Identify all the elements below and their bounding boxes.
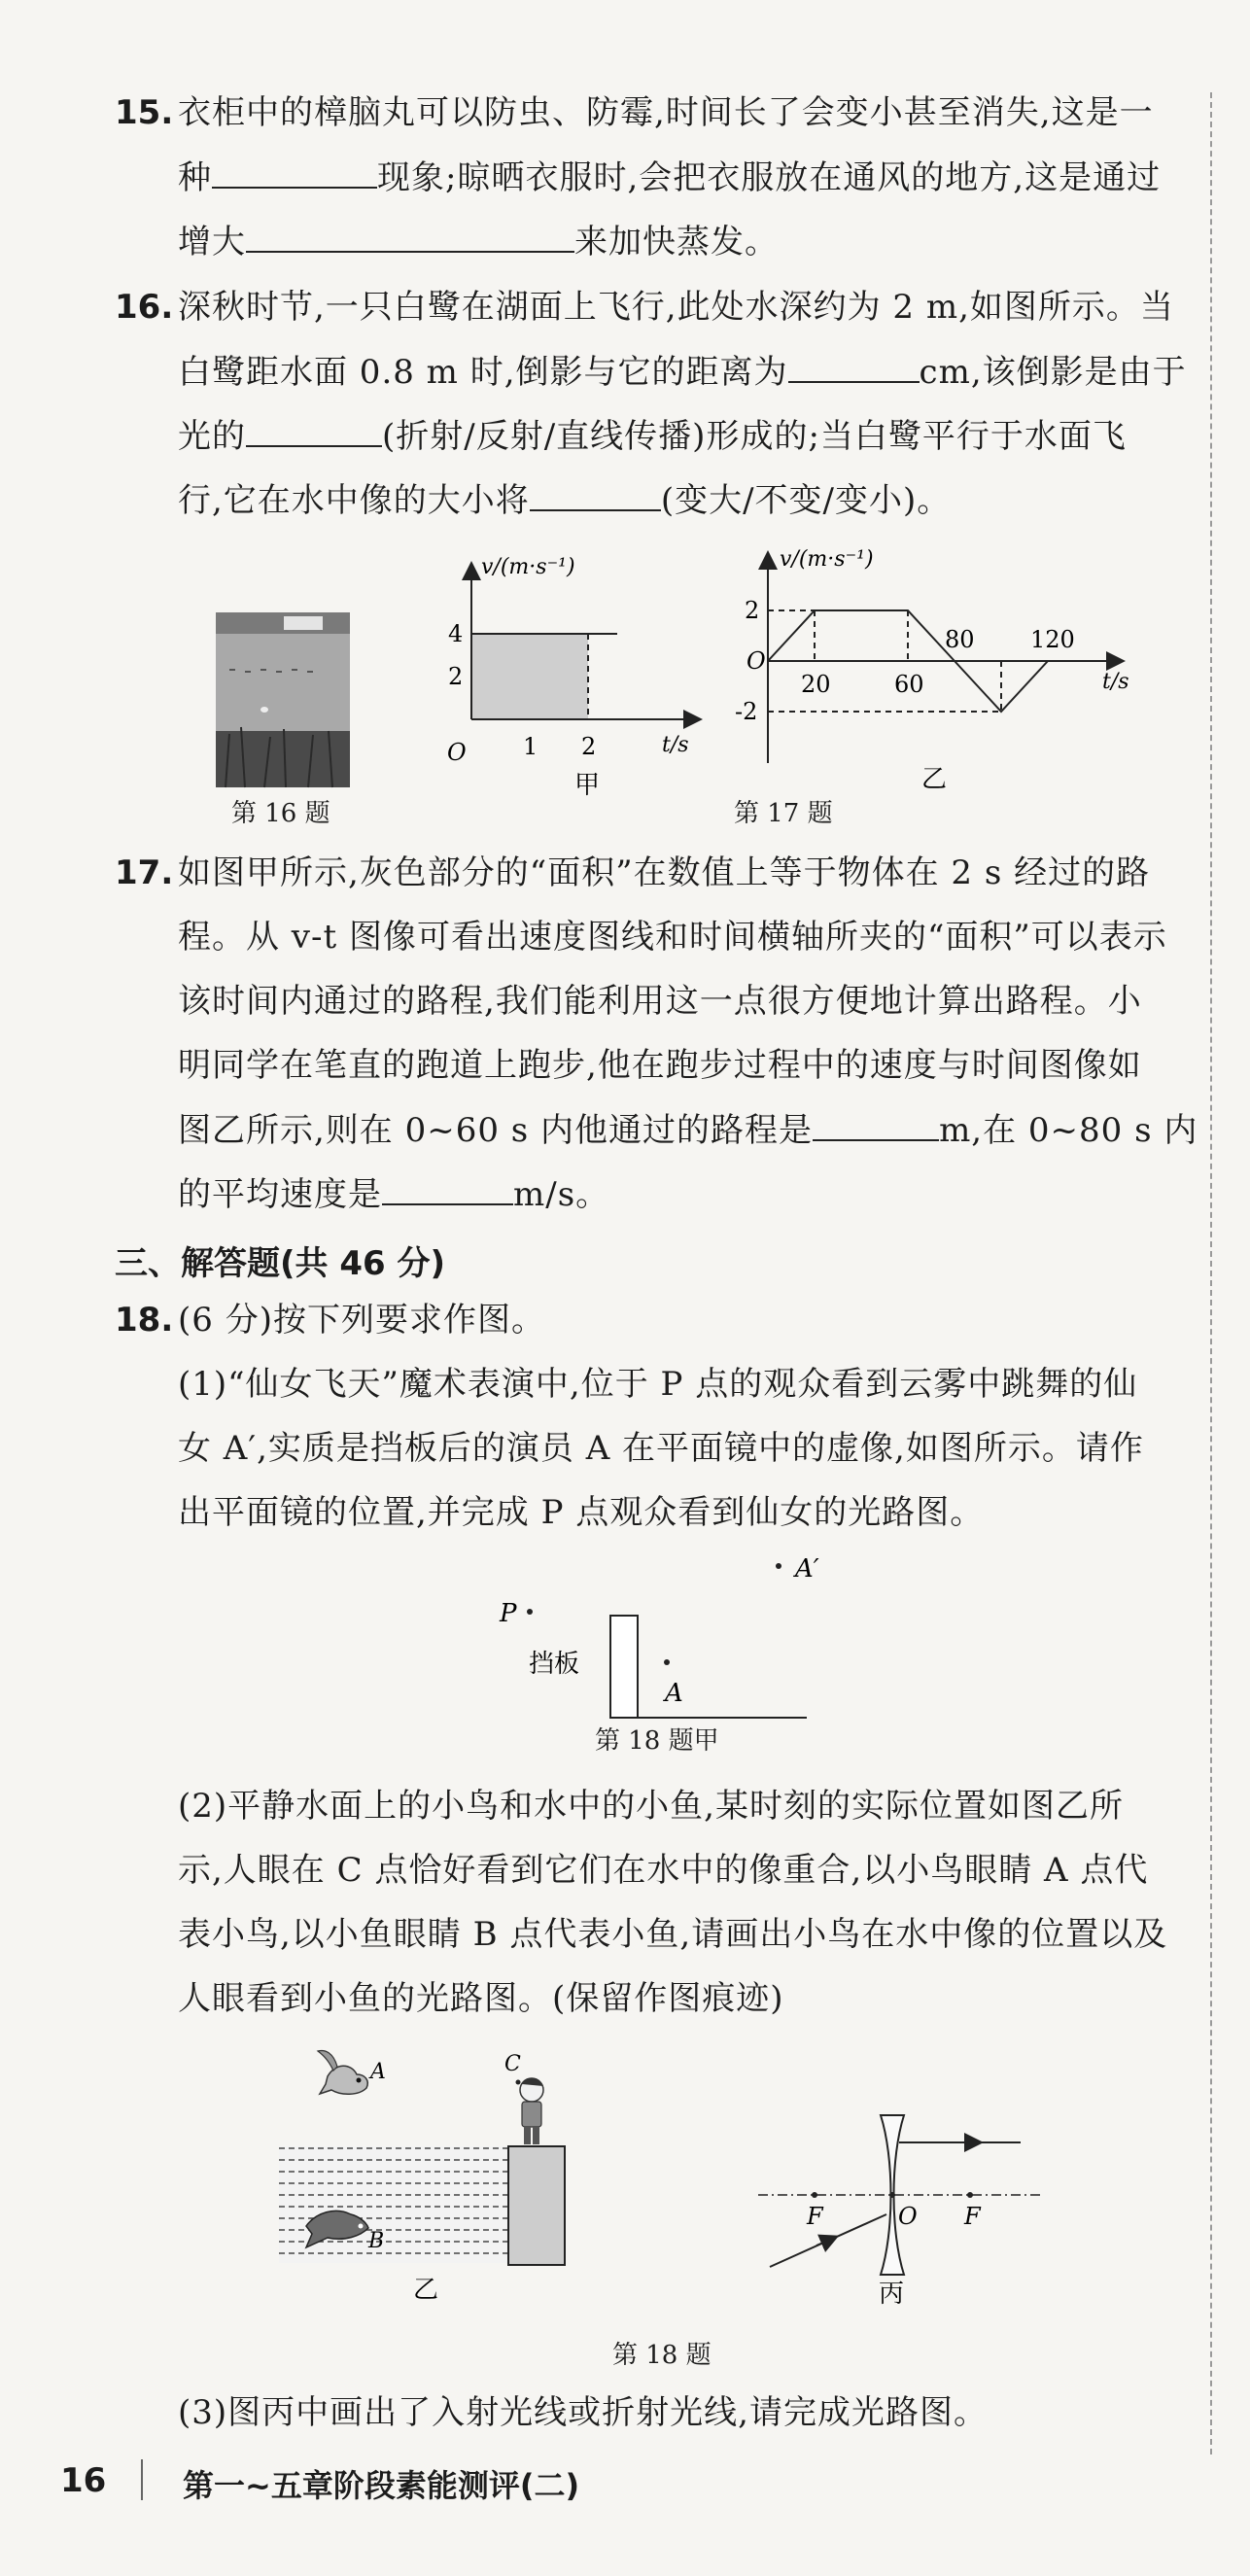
q16-l4a: 行,它在水中像的大小将 [178, 481, 530, 520]
q16-blank2[interactable] [246, 416, 382, 447]
bird-icon [318, 2051, 367, 2095]
q18-p2-line2: 示,人眼在 C 点恰好看到它们在水中的像重合,以小鸟眼睛 A 点代 [178, 1851, 1149, 1890]
q16-l3a: 光的 [178, 417, 246, 456]
graph-yi-xlabel: t/s [1102, 670, 1129, 694]
graph-jia [442, 544, 714, 800]
q18-p2-line4: 人眼看到小鱼的光路图。(保留作图痕迹) [178, 1979, 784, 2018]
label-f-left: F [807, 2203, 823, 2230]
q18-p2-line1: (2)平静水面上的小鸟和水中的小鱼,某时刻的实际位置如图乙所 [178, 1787, 1124, 1826]
q15-l3b: 来加快蒸发。 [574, 223, 779, 261]
graph-yi-xtick-0: 20 [801, 671, 831, 698]
label-f-right: F [964, 2203, 981, 2230]
q18-number: 18. [115, 1301, 174, 1340]
incident-ray-arrow [816, 2239, 832, 2245]
q15-l2a: 种 [178, 158, 212, 197]
point-p [527, 1609, 533, 1615]
graph-jia-shaded-area [471, 634, 588, 719]
page-number: 16 [60, 2461, 107, 2500]
q15-line3 [178, 222, 779, 261]
graph-jia-ytick-0: 2 [448, 663, 464, 690]
graph-jia-origin: O [447, 739, 467, 766]
q17-l5a: 图乙所示,则在 0~60 s 内他通过的路程是 [178, 1111, 814, 1150]
graph-yi-origin: O [747, 647, 766, 675]
fig18-yi-name: 乙 [413, 2276, 439, 2305]
q17-line6 [178, 1174, 609, 1214]
fig16-caption: 第 16 题 [231, 799, 330, 828]
q16-line4 [178, 480, 951, 520]
q16-l2a: 白鹭距水面 0.8 m 时,倒影与它的距离为 [178, 353, 788, 392]
baffle-board [610, 1616, 638, 1718]
q17-line2: 程。从 v-t 图像可看出速度图线和时间横轴所夹的“面积”可以表示 [178, 918, 1167, 957]
q18-p3: (3)图丙中画出了入射光线或折射光线,请完成光路图。 [178, 2393, 988, 2432]
q16-l2b: cm,该倒影是由于 [919, 353, 1187, 392]
q16-line2 [178, 352, 1187, 392]
egret-photo [216, 612, 350, 787]
q15-l3a: 增大 [178, 223, 246, 261]
fig18-caption: 第 18 题 [612, 2341, 712, 2370]
graph-yi-xtick-3: 120 [1030, 626, 1075, 653]
fig18-bing [758, 2109, 1050, 2333]
fig17-caption: 第 17 题 [734, 799, 833, 828]
q16-line1: 深秋时节,一只白鹭在湖面上飞行,此处水深约为 2 m,如图所示。当 [178, 288, 1174, 327]
q15-l2b: 现象;晾晒衣服时,会把衣服放在通风的地方,这是通过 [377, 158, 1162, 197]
q16-l4b: (变大/不变/变小)。 [660, 481, 952, 520]
graph-jia-name: 甲 [574, 771, 601, 800]
label-a: A [665, 1679, 683, 1708]
graph-yi-xtick-2: 80 [945, 626, 975, 653]
q18-p1-line1: (1)“仙女飞天”魔术表演中,位于 P 点的观众看到云雾中跳舞的仙 [178, 1365, 1138, 1404]
q16-line3 [178, 416, 1127, 456]
q16-blank3[interactable] [530, 480, 661, 511]
graph-jia-xtick-1: 2 [581, 733, 597, 760]
graph-jia-xlabel: t/s [662, 733, 689, 757]
footer-title: 第一~五章阶段素能测评(二) [183, 2467, 580, 2504]
q18-p1-line2: 女 A′,实质是挡板后的演员 A 在平面镜中的虚像,如图所示。请作 [178, 1429, 1144, 1468]
fig18-bing-name: 丙 [879, 2280, 905, 2309]
q17-blank1[interactable] [813, 1110, 939, 1141]
graph-yi-name: 乙 [921, 765, 948, 794]
q17-l6a: 的平均速度是 [178, 1175, 382, 1214]
q15-blank1[interactable] [212, 157, 377, 189]
point-c [516, 2080, 521, 2085]
q16-blank1[interactable] [788, 352, 920, 383]
q17-l5b: m,在 0~80 s 内 [939, 1111, 1198, 1150]
q17-l6b: m/s。 [513, 1175, 610, 1214]
q17-line1: 如图甲所示,灰色部分的“面积”在数值上等于物体在 2 s 经过的路 [178, 853, 1151, 892]
fig18-yi [277, 2041, 598, 2323]
fig18-jia-caption: 第 18 题甲 [595, 1726, 719, 1756]
label-o: O [898, 2203, 918, 2230]
graph-jia-xtick-0: 1 [523, 733, 538, 760]
optical-center [889, 2192, 895, 2198]
q16-number: 16. [115, 288, 174, 327]
graph-yi [735, 544, 1147, 807]
focus-left [812, 2192, 817, 2198]
graph-jia-ytick-1: 4 [448, 620, 464, 647]
person-icon [520, 2078, 543, 2144]
q15-blank2[interactable] [246, 222, 574, 253]
graph-yi-ytick-pos: 2 [745, 597, 760, 624]
margin-divider [1210, 92, 1212, 2454]
label-fish-b: B [368, 2229, 385, 2253]
bank-wall [508, 2146, 565, 2265]
q15-number: 15. [115, 93, 174, 132]
label-board: 挡板 [529, 1650, 580, 1679]
q17-line4: 明同学在笔直的跑道上跑步,他在跑步过程中的速度与时间图像如 [178, 1046, 1142, 1085]
graph-yi-xtick-1: 60 [894, 671, 924, 698]
q17-line3: 该时间内通过的路程,我们能利用这一点很方便地计算出路程。小 [178, 982, 1142, 1021]
water [279, 2146, 510, 2263]
point-a-prime [776, 1563, 781, 1569]
q18-p1-line3: 出平面镜的位置,并完成 P 点观众看到仙女的光路图。 [178, 1493, 985, 1532]
graph-yi-ytick-neg: -2 [735, 698, 758, 725]
q15-line1: 衣柜中的樟脑丸可以防虫、防霉,时间长了会变小甚至消失,这是一 [178, 93, 1154, 132]
section-title: 三、解答题(共 46 分) [115, 1244, 446, 1283]
label-bird-a: A [370, 2060, 386, 2084]
focus-right [967, 2192, 973, 2198]
graph-jia-ylabel: v/(m·s⁻¹) [481, 555, 575, 579]
point-a [664, 1659, 670, 1665]
q16-l3b: (折射/反射/直线传播)形成的;当白鹭平行于水面飞 [382, 417, 1127, 456]
label-p: P [500, 1599, 517, 1628]
footer-separator [141, 2459, 143, 2500]
q15-line2 [178, 157, 1161, 197]
label-eye-c: C [504, 2052, 521, 2076]
graph-yi-ylabel: v/(m·s⁻¹) [780, 547, 874, 572]
q17-line5 [178, 1110, 1198, 1150]
label-a-prime: A′ [795, 1554, 819, 1584]
q18-p2-line3: 表小鸟,以小鱼眼睛 B 点代表小鱼,请画出小鸟在水中像的位置以及 [178, 1915, 1168, 1954]
q18-intro: (6 分)按下列要求作图。 [178, 1301, 545, 1340]
q17-number: 17. [115, 853, 174, 892]
q17-blank2[interactable] [382, 1174, 513, 1205]
